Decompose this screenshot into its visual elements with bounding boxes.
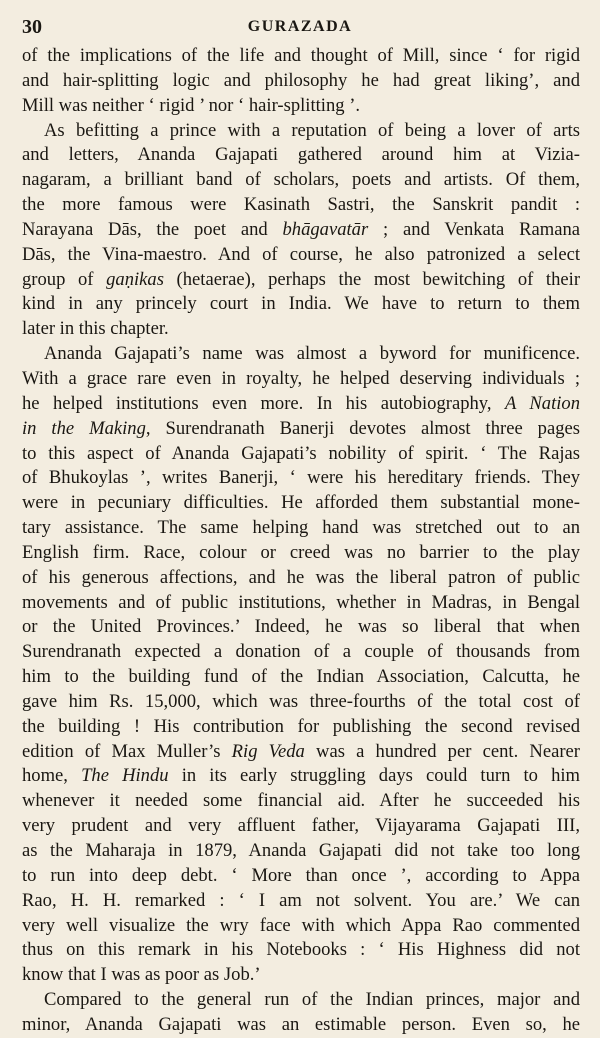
- text-line: [22, 988, 580, 1013]
- text-line: [22, 690, 580, 715]
- text-line: [22, 789, 580, 814]
- page-header: [22, 16, 578, 42]
- text-line: [22, 94, 580, 119]
- text-line: [22, 665, 580, 690]
- text-run: of the implications of the life and thought of Mill, since ‘ for rigid: [22, 45, 580, 66]
- text-run: as the Maharaja in 1879, Ananda Gajapati did not take too long: [22, 840, 580, 861]
- page-number: 30: [22, 16, 42, 38]
- text-run: and letters, Ananda Gajapati gathered around him at Vizia-: [22, 144, 580, 166]
- text-run: home,: [22, 765, 82, 787]
- text-run: he helped institutions even more. In his autobiography,: [22, 392, 505, 414]
- italic-text: bhāgavatār: [282, 218, 369, 240]
- text-run: edition of Max Muller’s: [22, 740, 232, 762]
- text-run: ; and Venkata Ramana: [368, 218, 580, 240]
- text-line: [22, 516, 580, 541]
- body-text: [22, 44, 580, 1038]
- text-run: very prudent and very affluent father, Vijayarama Gajapati III,: [22, 815, 580, 837]
- text-line: [22, 814, 580, 839]
- text-line: [22, 442, 580, 467]
- text-line: [22, 417, 580, 442]
- text-run: Dās, the Vina-maestro. And of course, he also patronized a select: [22, 243, 580, 265]
- text-line: [22, 764, 580, 789]
- text-run: was a hundred per cent. Nearer: [304, 740, 580, 762]
- italic-text: The Hindu: [81, 765, 169, 787]
- text-line: [22, 640, 580, 665]
- text-run: or the United Provinces.’ Indeed, he was so liberal that when: [22, 616, 580, 638]
- text-run: kind in any princely court in India. We have to return to them: [22, 293, 580, 315]
- text-line: [22, 566, 580, 591]
- italic-text: in the Making: [22, 417, 146, 439]
- text-run: Compared to the general run of the Indian princes, major and: [44, 989, 580, 1011]
- text-line: [22, 864, 580, 889]
- text-line: [22, 44, 580, 69]
- text-line: [22, 491, 580, 516]
- running-head: GURAZADA: [247, 18, 353, 35]
- text-run: were in pecuniary difficulties. He afforded them substantial mone-: [22, 492, 580, 514]
- text-line: [22, 914, 580, 939]
- italic-text: A Nation: [504, 392, 580, 414]
- text-line: [22, 392, 580, 417]
- text-line: [22, 938, 580, 963]
- text-run: later in this chapter.: [22, 318, 169, 340]
- text-run: gave him Rs. 15,000, which was three-fourths of the total cost of: [22, 690, 580, 712]
- text-run: movements and of public institutions, whether in Madras, in Bengal: [22, 591, 580, 613]
- text-line: [22, 1013, 580, 1038]
- text-run: Surendranath expected a donation of a couple of thousands from: [22, 641, 580, 663]
- text-line: [22, 963, 580, 988]
- text-run: to run into deep debt. ‘ More than once ’, according to Appa: [22, 864, 580, 886]
- text-run: minor, Ananda Gajapati was an estimable person. Even so, he: [22, 1013, 580, 1035]
- text-line: [22, 193, 580, 218]
- text-run: him to the building fund of the Indian Association, Calcutta, he: [22, 666, 580, 688]
- text-line: [22, 168, 580, 193]
- text-line: [22, 839, 580, 864]
- text-line: [22, 119, 580, 144]
- text-run: the building ! His contribution for publishing the second revised: [22, 715, 580, 737]
- text-run: nagaram, a brilliant band of scholars, poets and artists. Of them,: [22, 169, 580, 191]
- text-line: [22, 268, 580, 293]
- text-run: and hair-splitting logic and philosophy he had great liking’, and: [22, 69, 580, 91]
- text-run: of Bhukoylas ’, writes Banerji, ‘ were his hereditary friends. They: [22, 467, 580, 489]
- text-run: English firm. Race, colour or creed was no barrier to the play: [22, 541, 580, 563]
- text-run: , Surendranath Banerji devotes almost three pages: [145, 417, 580, 439]
- text-run: Ananda Gajapati’s name was almost a byword for munificence.: [44, 343, 580, 365]
- text-run: know that I was as poor as Job.’: [22, 964, 261, 986]
- text-run: As befitting a prince with a reputation of being a lover of arts: [44, 119, 580, 141]
- text-line: [22, 342, 580, 367]
- text-line: [22, 541, 580, 566]
- text-line: [22, 715, 580, 740]
- text-run: thus on this remark in his Notebooks : ‘ His Highness did not: [22, 939, 580, 961]
- text-line: [22, 740, 580, 765]
- text-run: in its early struggling days could turn to him: [168, 765, 580, 787]
- text-line: [22, 466, 580, 491]
- text-line: [22, 69, 580, 94]
- text-line: [22, 615, 580, 640]
- text-line: [22, 317, 580, 342]
- italic-text: gaṇikas: [106, 268, 164, 290]
- text-run: Mill was neither ‘ rigid ’ nor ‘ hair-splitting ’.: [22, 94, 361, 116]
- text-run: Narayana Dās, the poet and: [22, 218, 283, 240]
- text-run: very well visualize the wry face with which Appa Rao commented: [22, 914, 580, 936]
- text-run: of his generous affections, and he was the liberal patron of public: [22, 566, 580, 588]
- text-line: [22, 243, 580, 268]
- text-line: [22, 143, 580, 168]
- text-run: group of: [22, 268, 107, 290]
- text-line: [22, 367, 580, 392]
- italic-text: Rig Veda: [231, 740, 305, 762]
- text-run: Rao, H. H. remarked : ‘ I am not solvent. You are.’ We can: [22, 889, 580, 911]
- text-run: whenever it needed some financial aid. After he succeeded his: [22, 790, 580, 812]
- text-run: the more famous were Kasinath Sastri, the Sanskrit pandit :: [22, 194, 580, 216]
- text-run: (hetaerae), perhaps the most bewitching of their: [163, 268, 580, 290]
- text-line: [22, 292, 580, 317]
- text-line: [22, 889, 580, 914]
- text-line: [22, 591, 580, 616]
- text-run: to this aspect of Ananda Gajapati’s nobility of spirit. ‘ The Rajas: [22, 442, 580, 464]
- text-line: [22, 218, 580, 243]
- text-run: tary assistance. The same helping hand was stretched out to an: [22, 517, 580, 539]
- text-run: With a grace rare even in royalty, he helped deserving individuals ;: [22, 367, 580, 389]
